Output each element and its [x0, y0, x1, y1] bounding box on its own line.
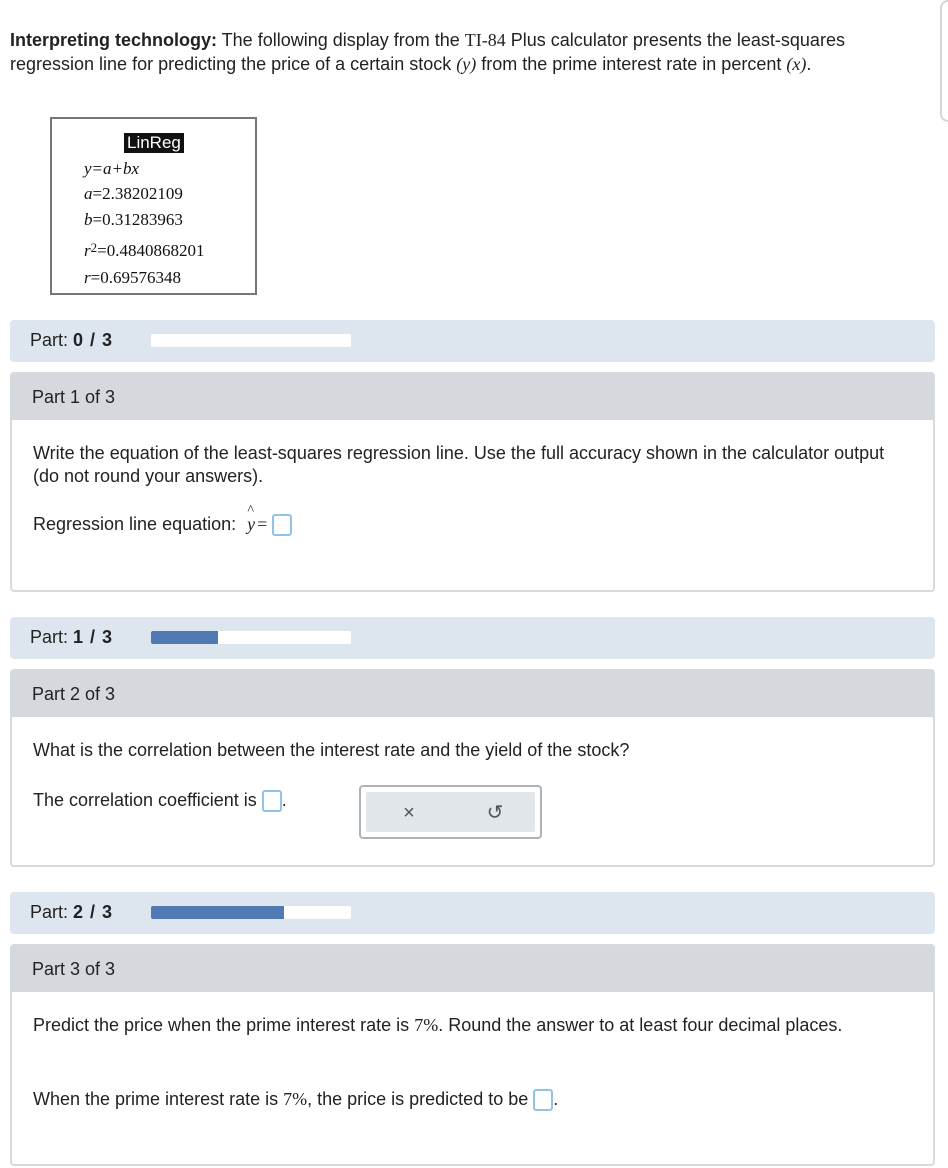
part-2-question: What is the correlation between the interest rate and the yield of the stock?	[33, 740, 630, 760]
progress-fill	[151, 906, 284, 919]
undo-button[interactable]	[480, 798, 510, 828]
part-3-header: Part 3 of 3	[12, 946, 933, 992]
part-1-question: Write the equation of the least-squares regression line. Use the full accuracy shown in the calculator output (do not round your answers).	[33, 443, 885, 486]
progress-bar-part0: Part: 0 / 3	[10, 320, 935, 362]
hat-icon: ^	[247, 503, 254, 518]
part-1-panel	[10, 372, 935, 592]
problem-intro: Interpreting technology: The following display from the TI-84 Plus calculator presents the least-squares regression line for predicting the price of a certain stock (y) from the prime interest rate in percent (x).	[10, 30, 845, 74]
progress-fill	[151, 631, 218, 644]
part-2-answer-row: The correlation coefficient is .	[33, 789, 287, 812]
progress-track	[151, 906, 351, 919]
part-2-answer-label: The correlation coefficient is	[33, 790, 257, 810]
calculator-display	[50, 117, 257, 295]
part-1-answer-row: Regression line equation: ^ y =	[33, 513, 292, 536]
progress-track	[151, 631, 351, 644]
part-3-answer-row: When the prime interest rate is 7%, the price is predicted to be .	[33, 1088, 558, 1111]
clear-button[interactable]	[394, 798, 424, 828]
part-3-question: Predict the price when the prime interest rate is 7%. Round the answer to at least four decimal places.	[33, 1015, 843, 1035]
part-2-header: Part 2 of 3	[12, 671, 933, 717]
calc-b-line: b=0.31283963	[84, 210, 183, 229]
intro-heading: Interpreting technology:	[10, 30, 217, 50]
x-variable: (x)	[786, 54, 807, 74]
undo-icon: ↺	[486, 802, 504, 824]
regression-equation-input[interactable]	[272, 514, 292, 536]
progress-bar-part2: Part: 2 / 3	[10, 892, 935, 934]
side-panel-edge	[940, 0, 948, 122]
rate-value: 7%	[414, 1015, 439, 1035]
correlation-coefficient-input[interactable]	[262, 790, 282, 812]
calc-r-line: r=0.69576348	[84, 268, 181, 287]
part-2-panel	[10, 669, 935, 867]
calc-equation: y=a+bx	[84, 159, 140, 178]
answer-toolbox	[359, 785, 542, 839]
calc-a-line: a=2.38202109	[84, 184, 183, 203]
calculator-model: TI-84	[464, 30, 506, 50]
progress-value: 0 / 3	[73, 330, 114, 350]
progress-track	[151, 334, 351, 347]
part-3-panel	[10, 944, 935, 1166]
progress-value: 1 / 3	[73, 627, 114, 647]
y-hat-symbol: ^ y	[247, 513, 255, 536]
progress-value: 2 / 3	[73, 902, 114, 922]
predicted-price-input[interactable]	[533, 1089, 553, 1111]
progress-bar-part1: Part: 1 / 3	[10, 617, 935, 659]
calculator-title: LinReg	[124, 133, 184, 153]
close-icon: ×	[403, 802, 415, 824]
part-1-answer-label: Regression line equation:	[33, 514, 237, 534]
calc-r2-line: $r^2=0.4840868201$	[84, 240, 205, 260]
part-1-header: Part 1 of 3	[12, 374, 933, 420]
y-variable: (y)	[456, 54, 477, 74]
